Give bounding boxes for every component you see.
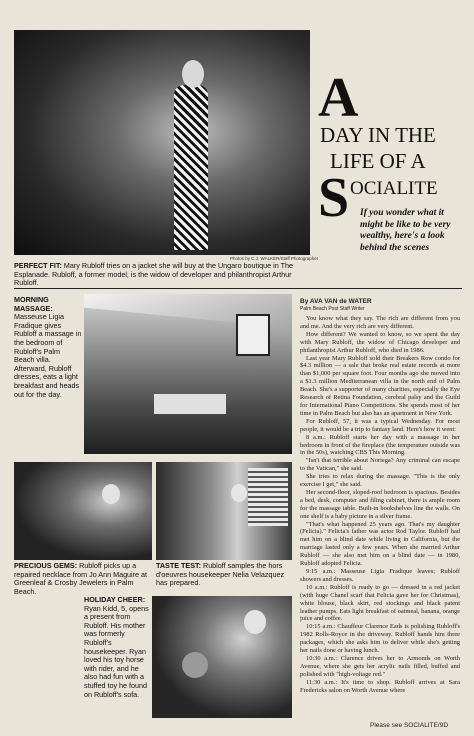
headline-line-3: OCIALITE [350, 178, 438, 199]
headline-line-1: DAY IN THE [320, 123, 436, 147]
photo-hors-doeuvres [156, 462, 292, 560]
body-paragraph: Her second-floor, sloped-roof bedroom is spacious. Besides a bed, desk, computer and filing cabinet, there is ample room for the massage table. Built-in bookshelves line the walls. On one shelf is a baby picture in a silver frame. [300, 488, 460, 520]
caption-precious-gems: PRECIOUS GEMS: Rubloff picks up a repaired necklace from Jo Ann Maguire at Greenleaf & Crosby Jewelers in Palm Beach. [14, 561, 148, 596]
body-paragraph: For Rubloff, 57, it was a typical Wednesday. For most people, it would be a trip to fantasy land. Here's how it went: [300, 417, 460, 433]
headline-drop-cap-s: S [318, 167, 350, 229]
body-paragraph: "That's what happened 25 years ago. That's my daughter (Felicia)." Felicia's father was actor Rod Taylor. Rubloff had met him on a blind date while living in California, but the marriage lasted only a few years. When she married Arthur Rubloff — she also met him on a blind date — in 1980, Rubloff adopted Felicia. [300, 520, 460, 568]
body-paragraph: Last year Mary Rubloff sold their Breakers Row condo for $4.3 million — a sale that broke real estate records at more than $1,000 per square foot. Four months ago she moved into a $1.3 million Mediterranean villa in the north end of Palm Beach. She's a supporter of many charities, especially the Eye Research of Retina Foundation, cerebral palsy and the Guild for International Piano Competitions. She spends most of her time in Palm Beach but also has an apartment in New York. [300, 354, 460, 417]
byline-name: By AVA VAN de WATER [300, 298, 372, 305]
body-paragraph: 10:15 a.m.: Chauffeur Clarence Eads is polishing Rubloff's 1982 Rolls-Royce in the driveway. Rubloff hands him three packages, which she asks him to deliver while she's getting her nails done or having lunch. [300, 623, 460, 655]
caption-perfect-fit: PERFECT FIT: Mary Rubloff tries on a jacket she will buy at the Ungaro boutique in The Esplanade. Rubloff, a former model, is the widow of developer and philanthropist Arthur Rubloff. [14, 261, 293, 288]
headline-drop-cap-a: A [318, 67, 359, 129]
photo-ungaro-boutique [14, 30, 310, 255]
body-paragraph: 10:30 a.m.: Clarence drives her to Armonds on Worth Avenue, where she gets her acrylic nails filled, buffed and polished with "high-voltage red." [300, 654, 460, 678]
photo-credit: Photos by C.J. WALKER/Staff Photographer [230, 256, 319, 261]
deck: If you wonder what it might be like to be very wealthy, here's a look behind the scenes [360, 208, 451, 253]
photo-massage-bedroom [84, 294, 292, 454]
photo-jewelers [14, 462, 152, 560]
article-body [300, 315, 460, 720]
photo-holiday-cheer [152, 596, 292, 718]
jump-line: Please see SOCIALITE/9D [370, 722, 449, 729]
caption-morning-massage: MORNING MASSAGE: Masseuse Ligia Fradique gives Rubloff a massage in the bedroom of Rubloff's Palm Beach villa. Afterward, Rubloff dresses, eats a light breakfast and heads out for the day. [14, 295, 82, 399]
body-paragraph: 8 a.m.: Rubloff starts her day with a massage in her bedroom in front of the fireplace (the temperature outside was in the 50s), watching CBS This Morning. [300, 433, 460, 457]
body-paragraph: 10 a.m.: Rubloff is ready to go — dressed in a red jacket (with huge Chanel scarf that Felicia gave her for Christmas), white blouse, black skirt, red stockings and black patent leather pumps. Eats light breakfast of oatmeal, banana, orange juice and coffee. [300, 583, 460, 623]
body-paragraph: 11:30 a.m.: It's time to shop. Rubloff arrives at Sara Fredericks salon on Worth Avenue where [300, 678, 460, 694]
body-paragraph: She tries to relax during the massage. "This is the only exercise I get," she said. [300, 473, 460, 489]
caption-holiday-cheer: HOLIDAY CHEER: Ryan Kidd, 5, opens a present from Rubloff. His mother was formerly Rubloff's housekeeper. Ryan loved his toy horse with rider, and he also had fun with a stuffed toy he found on Rubloff's sofa. [84, 595, 149, 699]
body-paragraph: You know what they say. The rich are different from you and me. And the very rich are very different. [300, 315, 460, 330]
body-paragraph: "Isn't that terrible about Noriega? Any criminal can escape to the Vatican," she said. [300, 457, 460, 473]
section-divider [14, 288, 462, 289]
caption-taste-test: TASTE TEST: Rubloff samples the hors d'oeuvres housekeeper Nelia Velazquez has prepared. [156, 561, 285, 588]
byline-desk: Palm Beach Post Staff Writer [300, 306, 365, 312]
body-paragraph: How different? We wanted to know, so we spent the day with Mary Rubloff, the widow of Chicago developer and philanthropist Arthur Rubloff, who died in 1986. [300, 330, 460, 354]
headline-line-2: LIFE OF A [330, 149, 426, 173]
body-paragraph: 9:15 a.m.: Masseuse Ligia Fradique leaves; Rubloff showers and dresses. [300, 568, 460, 583]
